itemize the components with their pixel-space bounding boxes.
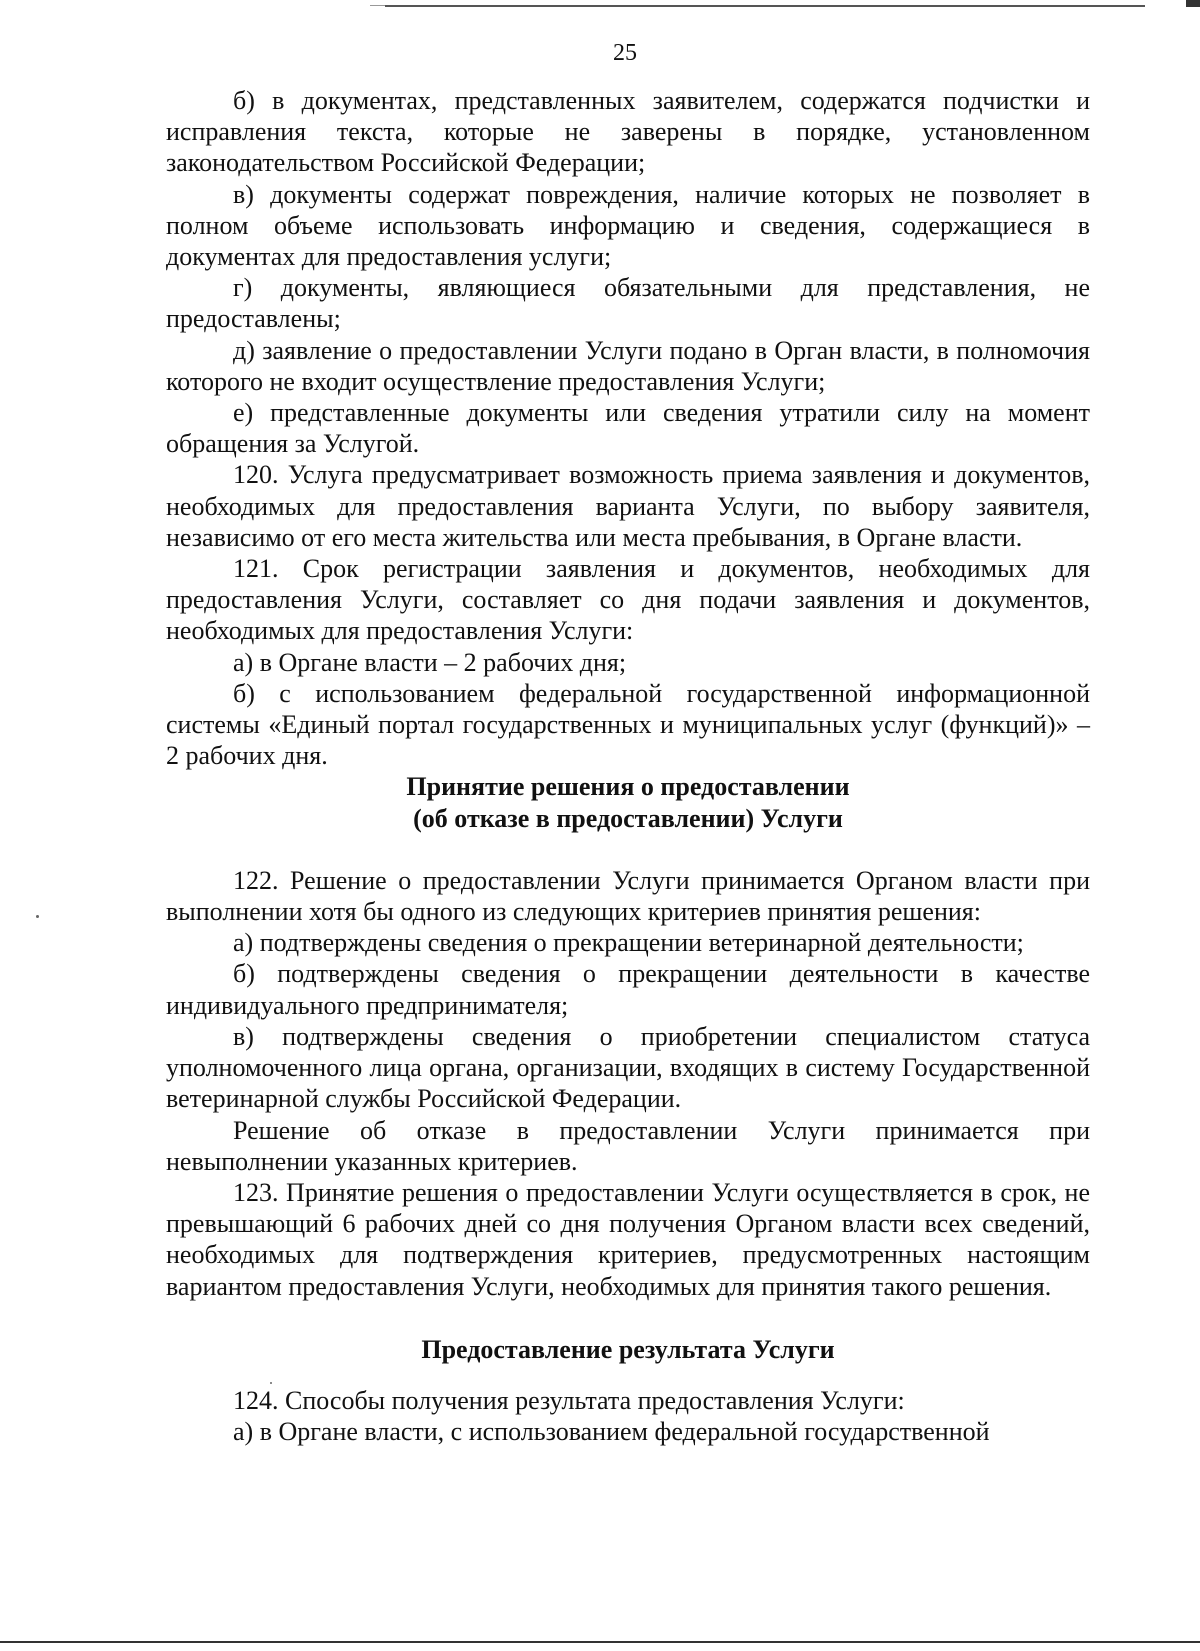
paragraph-e-expired-docs: е) представленные документы или сведения утратили силу на момент обращения за Услугой. [166, 398, 1090, 459]
paragraph-122-a: а) подтверждены сведения о прекращении ветеринарной деятельности; [233, 928, 1024, 958]
paragraph-124: 124. Способы получения результата предоставления Услуги: [233, 1385, 905, 1415]
heading-line: (об отказе в предоставлении) Услуги [413, 803, 843, 833]
scan-corner-mark [1186, 0, 1200, 7]
paragraph-d-wrong-authority: д) заявление о предоставлении Услуги подано в Орган власти, в полномочия которого не входит осуществление предоставления Услуги; [166, 335, 1090, 396]
heading-line: Принятие решения о предоставлении [406, 772, 850, 802]
paragraph-124-a: а) в Органе власти, с использованием федеральной государственной [233, 1417, 990, 1447]
paragraph-122-b: б) подтверждены сведения о прекращении деятельности в качестве индивидуального предпринимателя; [166, 959, 1090, 1020]
paragraph-refusal: Решение об отказе в предоставлении Услуги принимается при невыполнении указанных критериев. [166, 1115, 1090, 1176]
paragraph-123: 123. Принятие решения о предоставлении Услуги осуществляется в срок, не превышающий 6 рабочих дней со дня получения Органом власти всех сведений, необходимых для подтверждения критериев, предусмотренных настоящим вариантом предоставления Услуги, необходимых для принятия такого решения. [166, 1177, 1090, 1301]
paragraph-b-corrections: б) в документах, представленных заявителем, содержатся подчистки и исправления текста, которые не заверены в порядке, установленном законодательством Российской Федерации; [166, 86, 1090, 178]
document-body [166, 85, 1090, 1447]
paragraph-122-v: в) подтверждены сведения о приобретении специалистом статуса уполномоченного лица органа, организации, входящих в систему Государственной ветеринарной службы Российской Федерации. [166, 1021, 1090, 1114]
paragraph-v-damage: в) документы содержат повреждения, наличие которых не позволяет в полном объеме использовать информацию и сведения, содержащиеся в документах для предоставления услуги; [166, 179, 1090, 272]
paragraph-121: 121. Срок регистрации заявления и документов, необходимых для предоставления Услуги, составляет со дня подачи заявления и документов, необходимых для предоставления Услуги: [166, 554, 1090, 646]
paragraph-121-b: б) с использованием федеральной государственной информационной системы «Единый портал государственных и муниципальных услуг (функций)» – 2 рабочих дня. [166, 678, 1090, 771]
heading-line: Предоставление результата Услуги [421, 1334, 835, 1364]
section-heading-decision [166, 771, 1090, 833]
paragraph-120: 120. Услуга предусматривает возможность приема заявления и документов, необходимых для предоставления варианта Услуги, по выбору заявителя, независимо от его места жительства или места пребывания, в Органе власти. [166, 460, 1090, 552]
scan-bottom-rule [0, 1641, 1200, 1643]
paragraph-122: 122. Решение о предоставлении Услуги принимается Органом власти при выполнении хотя бы одного из следующих критериев принятия решения: [166, 865, 1090, 927]
scan-speck [270, 1382, 272, 1384]
scan-speck [36, 915, 39, 918]
page-number: 25 [613, 40, 637, 66]
section-heading-result [166, 1334, 1090, 1365]
scan-top-rule [385, 5, 1145, 7]
paragraph-121-a: а) в Органе власти – 2 рабочих дня; [233, 647, 627, 677]
paragraph-g-missing-docs: г) документы, являющиеся обязательными для представления, не предоставлены; [166, 273, 1090, 334]
